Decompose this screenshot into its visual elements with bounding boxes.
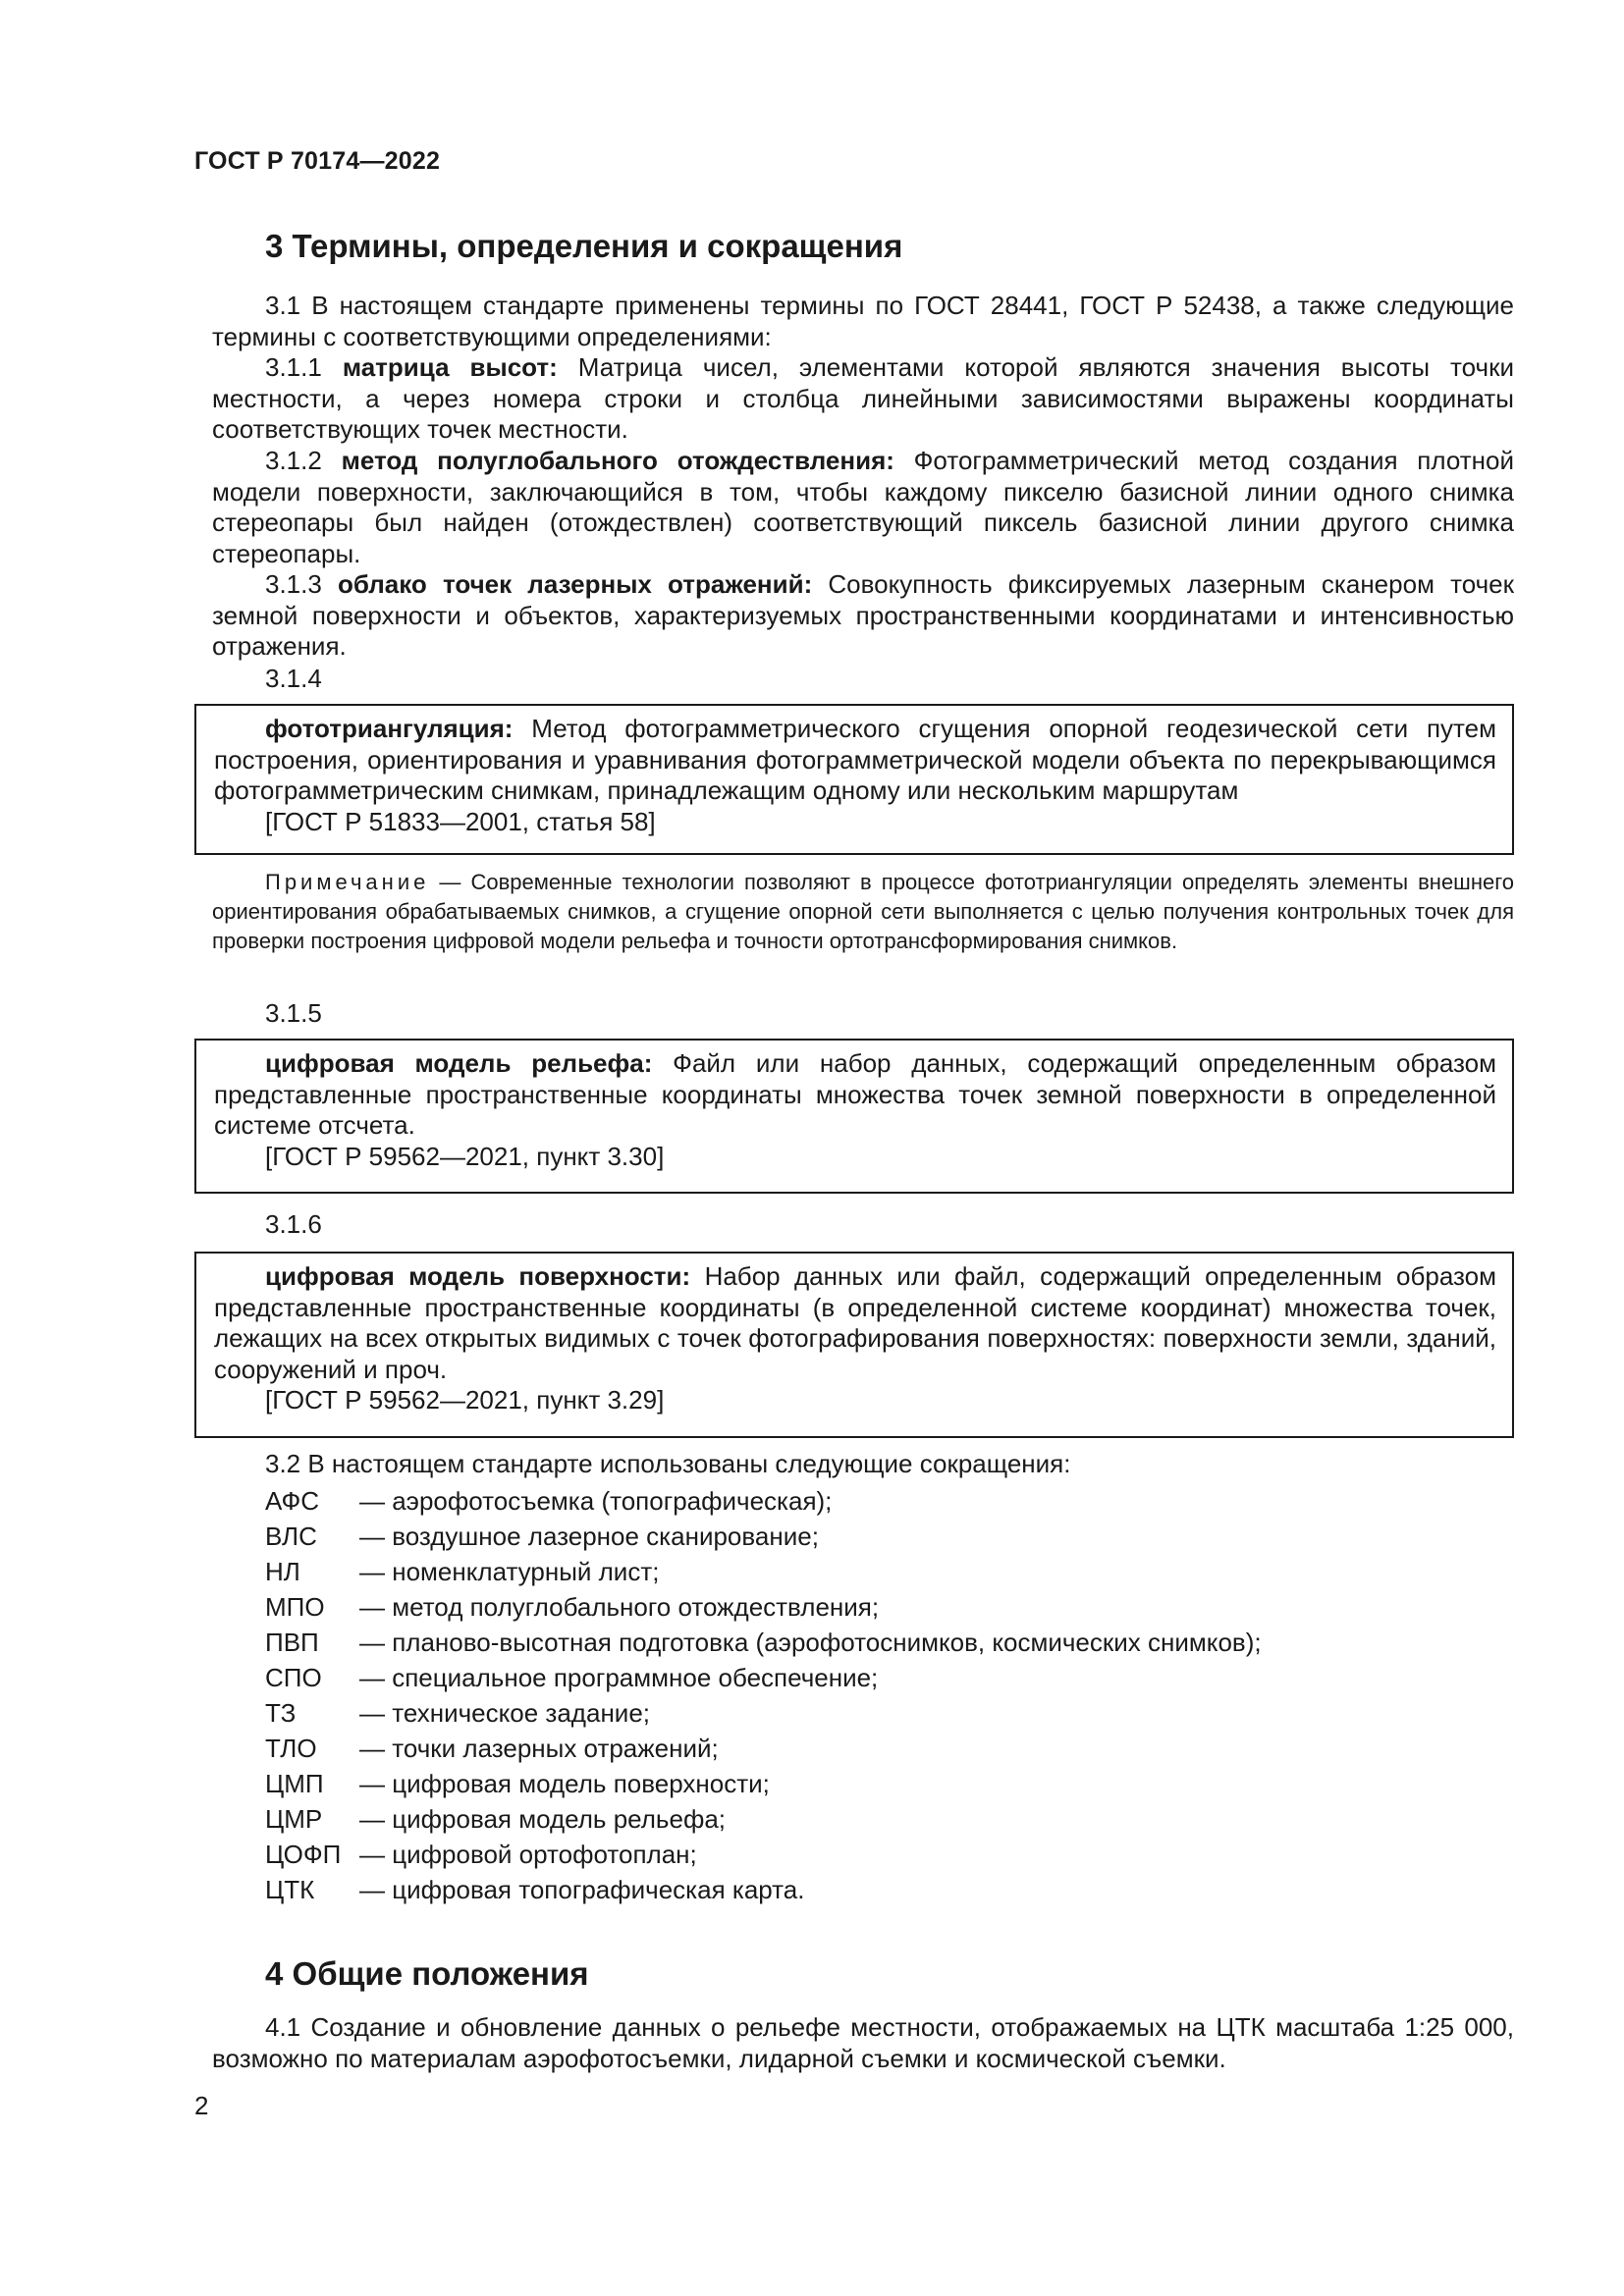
term-definition: Метод фотограмметрического сгущения опорной геодезической сети путем построения, ориентирования и уравнивания фотограмметрической модели объекта по перекрывающимся фотограмметрическим снимкам, принадлежащим одному или нескольким маршрутам	[214, 714, 1496, 805]
abbreviation-term: ТЛО	[265, 1734, 317, 1763]
abbreviation-description: — точки лазерных отражений;	[359, 1734, 719, 1763]
document-code: ГОСТ Р 70174—2022	[194, 147, 441, 175]
abbreviation-description: — цифровая модель рельефа;	[359, 1804, 727, 1834]
abbreviation-description: — цифровая топографическая карта.	[359, 1875, 805, 1904]
abbreviation-description: — номенклатурный лист;	[359, 1557, 660, 1586]
abbreviation-description: — метод полуглобального отождествления;	[359, 1592, 880, 1622]
abbreviation-term: ЦМР	[265, 1804, 323, 1834]
paragraph-4-1: 4.1 Создание и обновление данных о рельефе местности, отображаемых на ЦТК масштаба 1:25 000, возможно по материалам аэрофотосъемки, лидарной съемки и космической съемки.	[212, 2012, 1514, 2073]
abbreviation-row	[265, 1660, 1262, 1695]
abbreviation-term: НЛ	[265, 1557, 300, 1586]
paragraph-3-2: 3.2 В настоящем стандарте использованы следующие сокращения:	[265, 1449, 1071, 1478]
abbreviation-row	[265, 1801, 1262, 1837]
term-number: 3.1.2	[265, 446, 322, 475]
term-name: метод полуглобального отождествления:	[341, 446, 894, 475]
abbreviation-term: АФС	[265, 1486, 320, 1516]
term-name: фототриангуляция:	[265, 714, 514, 743]
abbreviation-description: — планово-высотная подготовка (аэрофотоснимков, космических снимков);	[359, 1628, 1262, 1657]
abbreviation-description: — аэрофотосъемка (топографическая);	[359, 1486, 833, 1516]
term-source: [ГОСТ Р 59562—2021, пункт 3.29]	[265, 1385, 665, 1415]
abbreviation-row	[265, 1766, 1262, 1801]
abbreviation-row	[265, 1731, 1262, 1766]
term-name: облако точек лазерных отражений:	[337, 569, 813, 599]
term-3-1-3	[212, 569, 1514, 663]
abbreviation-term: ТЗ	[265, 1698, 297, 1728]
term-number-3-1-6: 3.1.6	[265, 1209, 322, 1239]
term-name: цифровая модель поверхности:	[265, 1261, 691, 1291]
abbreviation-row	[265, 1695, 1262, 1731]
abbreviation-row	[265, 1872, 1262, 1907]
term-definition: Набор данных или файл, содержащий определенным образом представленные пространственные координаты (в определенной системе координат) множества точек, лежащих на всех открытых видимых с точек фотографирования поверхностях: поверхности земли, зданий, сооружений и проч.	[214, 1261, 1497, 1384]
abbreviation-row	[265, 1837, 1262, 1872]
term-number-3-1-5: 3.1.5	[265, 998, 322, 1028]
term-3-1-1	[212, 352, 1514, 446]
abbreviation-description: — техническое задание;	[359, 1698, 651, 1728]
abbreviation-term: ЦТК	[265, 1875, 315, 1904]
note-label: Примечание	[265, 870, 430, 894]
abbreviation-row	[265, 1589, 1262, 1625]
term-number-3-1-4: 3.1.4	[265, 664, 322, 693]
term-definition: Фотограмметрический метод создания плотной модели поверхности, заключающийся в том, чтобы каждому пикселю базисной линии одного снимка стереопары был найден (отождествлен) соответствующий пиксель базисной линии другого снимка стереопары.	[212, 446, 1514, 568]
term-number: 3.1.1	[265, 352, 322, 382]
paragraph-3-1: 3.1 В настоящем стандарте применены термины по ГОСТ 28441, ГОСТ Р 52438, а также следующие термины с соответствующими определениями:	[212, 291, 1514, 351]
abbreviation-term: ЦОФП	[265, 1840, 342, 1869]
note-text: — Современные технологии позволяют в процессе фототриангуляции определять элементы внешнего ориентирования обрабатываемых снимков, а сгущение опорной сети выполняется с целью получения контрольных точек для проверки построения цифровой модели рельефа и точности ортотрансформирования снимков.	[212, 870, 1514, 953]
term-box-3-1-4	[194, 704, 1514, 855]
abbreviation-description: — воздушное лазерное сканирование;	[359, 1522, 819, 1551]
abbreviation-list	[265, 1483, 1262, 1907]
page-number: 2	[194, 2091, 209, 2120]
term-box-3-1-5	[194, 1039, 1514, 1194]
note-3-1-4	[212, 868, 1514, 956]
term-box-3-1-6	[194, 1252, 1514, 1438]
section-4-title: 4 Общие положения	[265, 1955, 589, 1992]
abbreviation-term: МПО	[265, 1592, 325, 1622]
abbreviation-row	[265, 1519, 1262, 1554]
abbreviation-row	[265, 1625, 1262, 1660]
term-definition: Матрица чисел, элементами которой являются значения высоты точки местности, а через номера строки и столбца линейными зависимостями выражены координаты соответствующих точек местности.	[212, 352, 1514, 444]
term-name: матрица высот:	[342, 352, 558, 382]
term-number: 3.1.3	[265, 569, 322, 599]
term-definition: Совокупность фиксируемых лазерным сканером точек земной поверхности и объектов, характеризуемых пространственными координатами и интенсивностью отражения.	[212, 569, 1514, 661]
abbreviation-row	[265, 1554, 1262, 1589]
abbreviation-description: — цифровой ортофотоплан;	[359, 1840, 697, 1869]
term-3-1-2	[212, 446, 1514, 569]
abbreviation-row	[265, 1483, 1262, 1519]
abbreviation-term: ПВП	[265, 1628, 319, 1657]
abbreviation-term: ЦМП	[265, 1769, 324, 1798]
abbreviation-description: — цифровая модель поверхности;	[359, 1769, 770, 1798]
term-name: цифровая модель рельефа:	[265, 1048, 653, 1078]
abbreviation-term: ВЛС	[265, 1522, 317, 1551]
term-definition: Файл или набор данных, содержащий определенным образом представленные пространственные координаты множества точек земной поверхности в определенной системе отсчета.	[214, 1048, 1496, 1140]
abbreviation-description: — специальное программное обеспечение;	[359, 1663, 879, 1692]
section-3-title: 3 Термины, определения и сокращения	[265, 228, 903, 264]
abbreviation-term: СПО	[265, 1663, 322, 1692]
term-source: [ГОСТ Р 59562—2021, пункт 3.30]	[265, 1141, 665, 1171]
term-source: [ГОСТ Р 51833—2001, статья 58]	[265, 806, 656, 836]
